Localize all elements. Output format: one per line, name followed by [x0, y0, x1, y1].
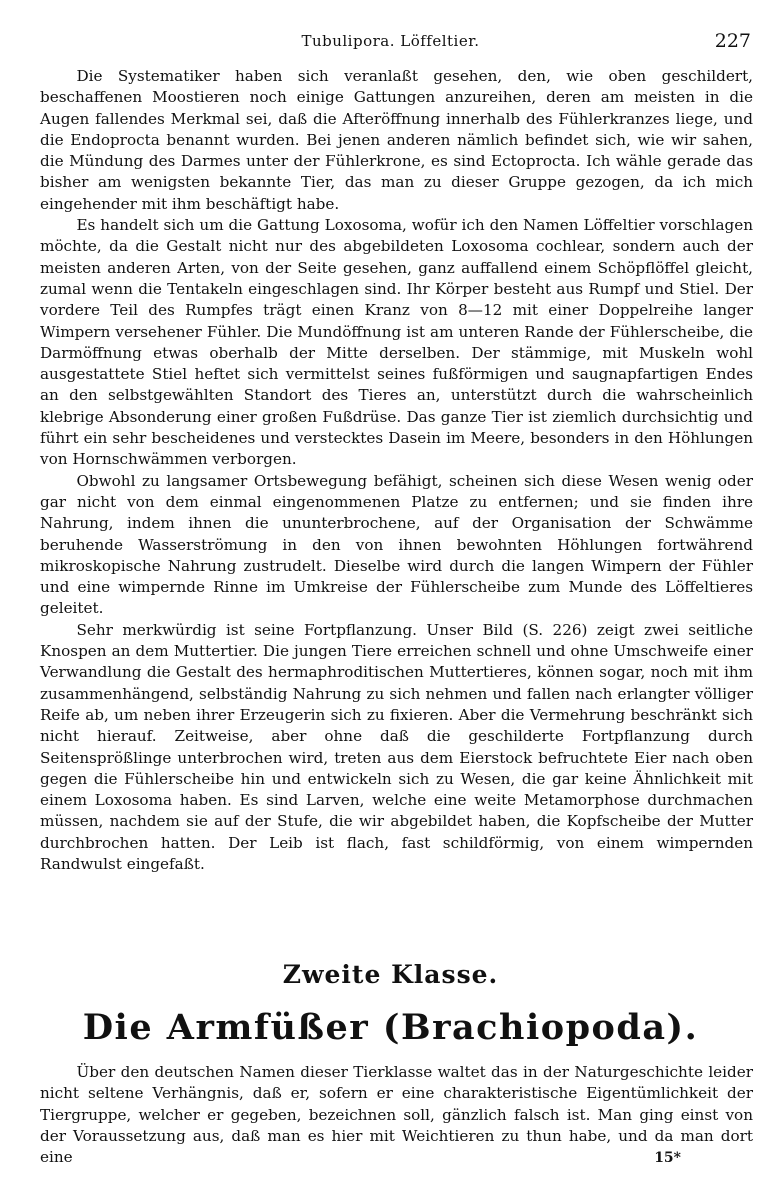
paragraph: Obwohl zu langsamer Ortsbewegung befähigt, scheinen sich diese Wesen wenig oder gar nicht von dem einmal eingenommenen Platze zu entfernen; und sie finden ihre Nahrung, indem ihnen die ununterbrochene, auf der Organisation der Schwämme beruhende Wasserströmung in den von ihnen bewohnten Höhlungen fortwährend mikroskopische Nahrung zustrudelt. Dieselbe wird durch die langen Wimpern der Fühler und eine wimpernde Rinne im Umkreise der Fühlerscheibe zum Munde des Löffeltieres geleitet.: [40, 471, 753, 618]
paragraph: Die Systematiker haben sich veranlaßt gesehen, den, wie oben geschildert, beschaffenen Moostieren noch einige Gattungen anzureihen, deren am meisten in die Augen fallendes Merkmal sei, daß die Afteröffnung innerhalb des Fühlerkranzes liege, und die Endoprocta benannt wurden. Bei jenen anderen nämlich befindet sich, wie wir sahen, die Mündung des Darmes unter der Fühlerkrone, es sind Ectoprocta. Ich wähle gerade das bisher am wenigsten bekannte Tier, das man zu dieser Gruppe gezogen, da ich mich eingehender mit ihm beschäftigt habe.: [40, 67, 753, 213]
chapter-title: Die Armfüßer (Brachiopoda).: [82, 1007, 699, 1048]
section-text: [40, 1062, 753, 1168]
paragraph: Sehr merkwürdig ist seine Fortpflanzung. Unser Bild (S. 226) zeigt zwei seitliche Knospen an dem Muttertier. Die jungen Tiere erreichen schnell und ohne Umschweife einer Verwandlung die Gestalt des hermaphroditischen Muttertieres, können sogar, noch mit ihm zusammenhängend, selbständig Nahrung zu sich nehmen und fallen nach erlangter völliger Reife ab, um neben ihrer Erzeugerin sich zu fixieren. Aber die Vermehrung beschränkt sich nicht hierauf. Zeitweise, aber ohne daß die geschilderte Fortpflanzung durch Seitensprößlinge unterbrochen wird, treten aus dem Eierstock befruchtete Eier nach oben gegen die Fühlerscheibe hin und entwickeln sich zu Wesen, die gar keine Ähnlichkeit mit einem Loxosoma haben. Es sind Larven, welche eine weite Metamorphose durchmachen müssen, nachdem sie auf der Stufe, die wir abgebildet haben, die Kopfscheibe der Mutter durchbrochen hatten. Der Leib ist flach, fast schildförmig, von einem wimpernden Randwulst eingefaßt.: [40, 620, 753, 873]
signature-mark: 15*: [654, 1150, 681, 1166]
running-title: Tubulipora. Löffeltier.: [301, 32, 480, 50]
paragraph: Es handelt sich um die Gattung Loxosoma, wofür ich den Namen Löffeltier vorschlagen möchte, da die Gestalt nicht nur des abgebildeten Loxosoma cochlear, sondern auch der meisten anderen Arten, von der Seite gesehen, ganz auffallend einem Schöpflöffel gleicht, zumal wenn die Tentakeln eingeschlagen sind. Ihr Körper besteht aus Rumpf und Stiel. Der vordere Teil des Rumpfes trägt einen Kranz von 8—12 mit einer Doppelreihe langer Wimpern versehener Fühler. Die Mundöffnung ist am unteren Rande der Fühlerscheibe, die Darmöffnung etwas oberhalb der Mitte derselben. Der stämmige, mit Muskeln wohl ausgestattete Stiel heftet sich vermittelst seines fußförmigen und saugnapfartigen Endes an den selbstgewählten Standort des Tieres an, unterstützt durch die wahrscheinlich klebrige Absonderung einer großen Fußdrüse. Das ganze Tier ist ziemlich durchsichtig und führt ein sehr bescheidenes und verstecktes Dasein im Meere, besonders in den Höhlungen von Hornschwämmen verborgen.: [40, 216, 753, 469]
body-text: [40, 66, 753, 875]
paragraph: Über den deutschen Namen dieser Tierklasse waltet das in der Naturgeschichte leider nicht seltene Verhängnis, daß er, sofern er eine charakteristische Eigentümlichkeit der Tiergruppe, welcher er gegeben, bezeichnen soll, gänzlich falsch ist. Man ging einst von der Voraussetzung aus, daß man es hier mit Weichtieren zu thun habe, und da man dort eine: [40, 1063, 753, 1167]
section-heading: [0, 958, 781, 1050]
running-head: [0, 30, 781, 54]
class-heading: Zweite Klasse.: [282, 960, 499, 989]
page-number: 227: [714, 30, 751, 52]
